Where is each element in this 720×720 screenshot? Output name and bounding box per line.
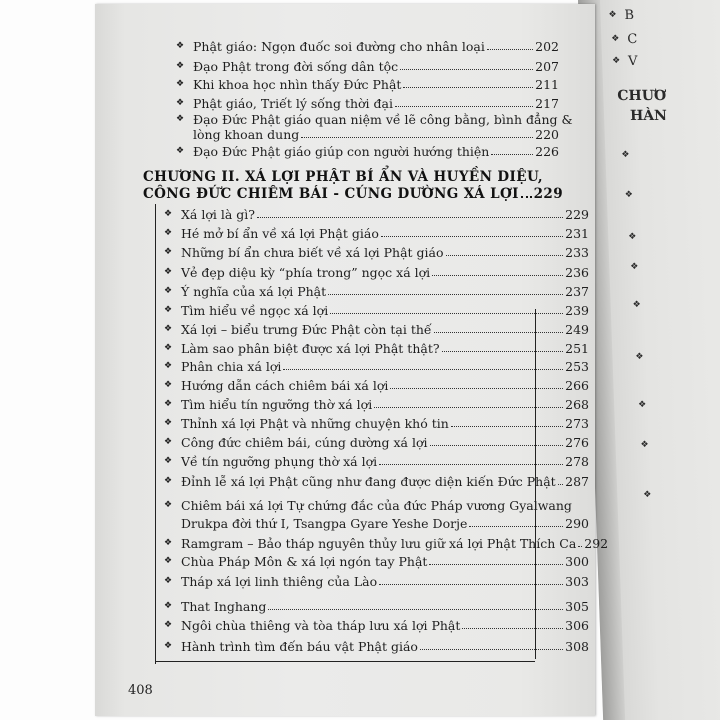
toc-entry (173, 74, 559, 92)
dot-leader (432, 275, 563, 276)
diamond-bullet-icon: ❖ (175, 61, 185, 71)
diamond-bullet-icon: ❖ (175, 41, 185, 51)
adjacent-bullet: ❖ (635, 352, 644, 362)
toc-entry-title: Ngôi chùa thiêng và tòa tháp lưu xá lợi Phật (181, 618, 461, 633)
dot-leader (283, 369, 563, 370)
toc-entry-title: Vẻ đẹp diệu kỳ “phía trong” ngọc xá lợi (181, 265, 431, 280)
toc-entry-page: 273 (565, 416, 589, 431)
toc-entry (161, 413, 589, 431)
diamond-bullet-icon: ❖ (163, 641, 173, 651)
diamond-bullet-icon: ❖ (163, 286, 173, 296)
toc-entry-title: Chùa Pháp Môn & xá lợi ngón tay Phật (181, 554, 428, 569)
toc-entry-page: 220 (535, 127, 559, 142)
toc-entry-page: 306 (565, 618, 589, 633)
adjacent-bullet: ❖ (643, 490, 652, 500)
toc-entry-title: That Inghang (181, 599, 267, 614)
toc-entry-page: 300 (565, 554, 589, 569)
adjacent-bullet: ❖ (611, 56, 621, 66)
diamond-bullet-icon: ❖ (163, 538, 173, 548)
adjacent-bullet: ❖ (637, 400, 647, 410)
toc-entry-page: 226 (535, 144, 559, 159)
adjacent-bullet: ❖ (624, 190, 634, 200)
dot-leader (257, 217, 563, 218)
table-left-rule (155, 204, 156, 664)
dot-leader (469, 526, 563, 527)
dot-leader (434, 332, 564, 333)
diamond-bullet-icon: ❖ (163, 456, 173, 466)
diamond-bullet-icon: ❖ (163, 399, 173, 409)
dot-leader (301, 137, 533, 138)
toc-entry-title: Thỉnh xá lợi Phật và những chuyện khó tin (181, 416, 449, 431)
diamond-bullet-icon: ❖ (163, 418, 173, 428)
adjacent-fragment: CHƯƠ (617, 88, 667, 104)
toc-entry-page: 207 (535, 59, 559, 74)
toc-entry-page: 287 (565, 474, 589, 489)
dot-leader (395, 106, 533, 107)
toc-entry-page: 290 (565, 516, 589, 531)
toc-entry (161, 338, 589, 356)
adjacent-bullet: ❖ (628, 232, 637, 242)
toc-entry-page: 305 (565, 599, 589, 614)
toc-entry (161, 281, 589, 299)
toc-entry-title: lòng khoan dung (193, 127, 300, 142)
dot-leader (462, 628, 563, 629)
dot-leader (328, 294, 563, 295)
adjacent-bullet: ❖ (608, 10, 617, 20)
toc-entry-page: 266 (565, 378, 589, 393)
toc-entry-page: 236 (565, 265, 589, 280)
toc-entry (173, 141, 559, 159)
toc-entry-title: Chiêm bái xá lợi Tự chứng đắc của đức Pháp vương Gyalwang (181, 498, 572, 513)
toc-entry-title: Đạo Đức Phật giáo quan niệm về lẽ công bằng, bình đẳng & (193, 112, 573, 127)
toc-entry (161, 533, 609, 551)
dot-leader (446, 255, 564, 256)
toc-entry-title: Hướng dẫn cách chiêm bái xá lợi (181, 378, 389, 393)
table-right-rule (535, 309, 536, 659)
toc-entry (161, 394, 589, 412)
adjacent-bullet: ❖ (632, 300, 641, 310)
dot-leader (442, 351, 564, 352)
toc-entry-page: 202 (535, 39, 559, 54)
toc-entry (161, 471, 589, 489)
dot-leader (381, 236, 563, 237)
diamond-bullet-icon: ❖ (163, 476, 173, 486)
dot-leader (390, 388, 563, 389)
toc-entry-page: 229 (565, 207, 589, 222)
dot-leader (578, 546, 582, 547)
toc-entry-title: Tìm hiểu về ngọc xá lợi (181, 303, 329, 318)
chapter-heading (143, 169, 563, 202)
toc-entry-title: Ý nghĩa của xá lợi Phật (181, 284, 327, 299)
chapter-title-line-1: CHƯƠNG II. XÁ LỢI PHẬT BÍ ẨN VÀ HUYỀN DIỆU, (143, 169, 543, 185)
chapter-title-line-2-row (143, 186, 563, 202)
toc-entry-title: Những bí ẩn chưa biết về xá lợi Phật giáo (181, 245, 444, 260)
toc-entry (161, 356, 589, 374)
diamond-bullet-icon: ❖ (163, 620, 173, 630)
toc-entry (161, 432, 589, 450)
adjacent-bullet: ❖ (640, 440, 649, 450)
toc-entry-title: Đạo Phật trong đời sống dân tộc (193, 59, 399, 74)
dot-leader (420, 649, 563, 650)
adjacent-bullet: ❖ (611, 34, 620, 44)
page-number: 408 (128, 683, 153, 698)
toc-entry (161, 615, 589, 633)
dot-leader (521, 186, 532, 198)
dot-leader (451, 426, 563, 427)
toc-entry-title: Xá lợi – biểu trưng Đức Phật còn tại thế (181, 322, 432, 337)
toc-entry-title: Hé mở bí ẩn về xá lợi Phật giáo (181, 226, 379, 241)
diamond-bullet-icon: ❖ (163, 601, 173, 611)
toc-entry-title: Về tín ngưỡng phụng thờ xá lợi (181, 454, 378, 469)
toc-entry-page: 292 (584, 536, 609, 551)
dot-leader (558, 484, 563, 485)
toc-entry (173, 124, 559, 142)
toc-entry-page: 237 (565, 284, 589, 299)
toc-entry-page: 211 (535, 77, 559, 92)
toc-entry-title: Khi khoa học nhìn thấy Đức Phật (193, 77, 402, 92)
toc-entry-title: Phân chia xá lợi (181, 359, 282, 374)
toc-entry-page: 278 (565, 454, 589, 469)
diamond-bullet-icon: ❖ (163, 437, 173, 447)
toc-entry (161, 495, 589, 513)
toc-entry-title: Xá lợi là gì? (181, 207, 255, 222)
adjacent-fragment: B (624, 8, 635, 23)
toc-entry (161, 596, 589, 614)
adjacent-fragment: HÀN (629, 108, 668, 124)
diamond-bullet-icon: ❖ (175, 98, 185, 108)
dot-leader (268, 609, 563, 610)
toc-entry-title: Ramgram – Bảo tháp nguyên thủy lưu giữ xá lợi Phật Thích Ca (181, 536, 577, 551)
dot-leader (487, 49, 533, 50)
diamond-bullet-icon: ❖ (163, 361, 173, 371)
toc-entry-title: Làm sao phân biệt được xá lợi Phật thật? (181, 341, 440, 356)
toc-entry (161, 513, 589, 531)
toc-entry-page: 239 (565, 303, 589, 318)
toc-entry (161, 204, 589, 222)
book-page (95, 4, 609, 716)
adjacent-page (578, 0, 720, 720)
diamond-bullet-icon: ❖ (163, 305, 173, 315)
dot-leader (429, 564, 563, 565)
adjacent-fragment: C (627, 32, 638, 47)
toc-entry (173, 36, 559, 54)
toc-entry-page: 217 (535, 96, 559, 111)
diamond-bullet-icon: ❖ (163, 343, 173, 353)
toc-entry (161, 223, 589, 241)
toc-entry (161, 571, 589, 589)
toc-entry-title: Tìm hiểu tín ngưỡng thờ xá lợi (181, 397, 373, 412)
diamond-bullet-icon: ❖ (175, 79, 185, 89)
diamond-bullet-icon: ❖ (175, 146, 185, 156)
toc-entry (161, 262, 589, 280)
dot-leader (330, 313, 563, 314)
toc-entry (161, 451, 589, 469)
diamond-bullet-icon: ❖ (163, 380, 173, 390)
diamond-bullet-icon: ❖ (163, 324, 173, 334)
chapter-title-line-2: CÔNG ĐỨC CHIÊM BÁI - CÚNG DƯỜNG XÁ LỢI (143, 186, 519, 202)
adjacent-bullet: ❖ (621, 150, 630, 160)
dot-leader (430, 445, 564, 446)
diamond-bullet-icon: ❖ (163, 556, 173, 566)
toc-entry-title: Công đức chiêm bái, cúng dường xá lợi (181, 435, 428, 450)
toc-entry-page: 308 (565, 639, 589, 654)
toc-entry-title: Đỉnh lễ xá lợi Phật cũng như đang được diện kiến Đức Phật (181, 474, 556, 489)
adjacent-bullet: ❖ (630, 262, 639, 272)
toc-entry-page: 268 (565, 397, 589, 412)
toc-entry-page: 253 (565, 359, 589, 374)
toc-entry-title: Phật giáo, Triết lý sống thời đại (193, 96, 393, 111)
diamond-bullet-icon: ❖ (163, 576, 173, 586)
toc-entry-page: 251 (565, 341, 589, 356)
dot-leader (400, 69, 533, 70)
dot-leader (403, 87, 533, 88)
dot-leader (491, 154, 533, 155)
diamond-bullet-icon: ❖ (163, 267, 173, 277)
diamond-bullet-icon: ❖ (163, 209, 173, 219)
toc-entry-title: Tháp xá lợi linh thiêng của Lào (181, 574, 378, 589)
toc-entry (161, 300, 589, 318)
diamond-bullet-icon: ❖ (163, 500, 173, 510)
toc-entry-page: 276 (565, 435, 589, 450)
toc-entry-title: Đạo Đức Phật giáo giúp con người hướng thiện (193, 144, 490, 159)
toc-entry-title: Phật giáo: Ngọn đuốc soi đường cho nhân loại (193, 39, 485, 54)
table-bottom-rule (155, 661, 535, 662)
toc-entry (161, 551, 589, 569)
toc-entry-page: 231 (565, 226, 589, 241)
diamond-bullet-icon: ❖ (163, 247, 173, 257)
toc-entry-page: 233 (565, 245, 589, 260)
toc-entry (161, 319, 589, 337)
diamond-bullet-icon: ❖ (163, 228, 173, 238)
toc-entry-title: Hành trình tìm đến báu vật Phật giáo (181, 639, 418, 654)
toc-entry (161, 375, 589, 393)
diamond-bullet-icon: ❖ (175, 114, 185, 124)
toc-entry (161, 636, 589, 654)
toc-entry-page: 249 (565, 322, 589, 337)
toc-entry (173, 56, 559, 74)
toc-entry-page: 303 (565, 574, 589, 589)
toc-entry-title: Drukpa đời thứ I, Tsangpa Gyare Yeshe Dorje (181, 516, 468, 531)
chapter-page-number: 229 (533, 186, 563, 202)
toc-entry (161, 242, 589, 260)
adjacent-fragment: V (627, 54, 638, 69)
